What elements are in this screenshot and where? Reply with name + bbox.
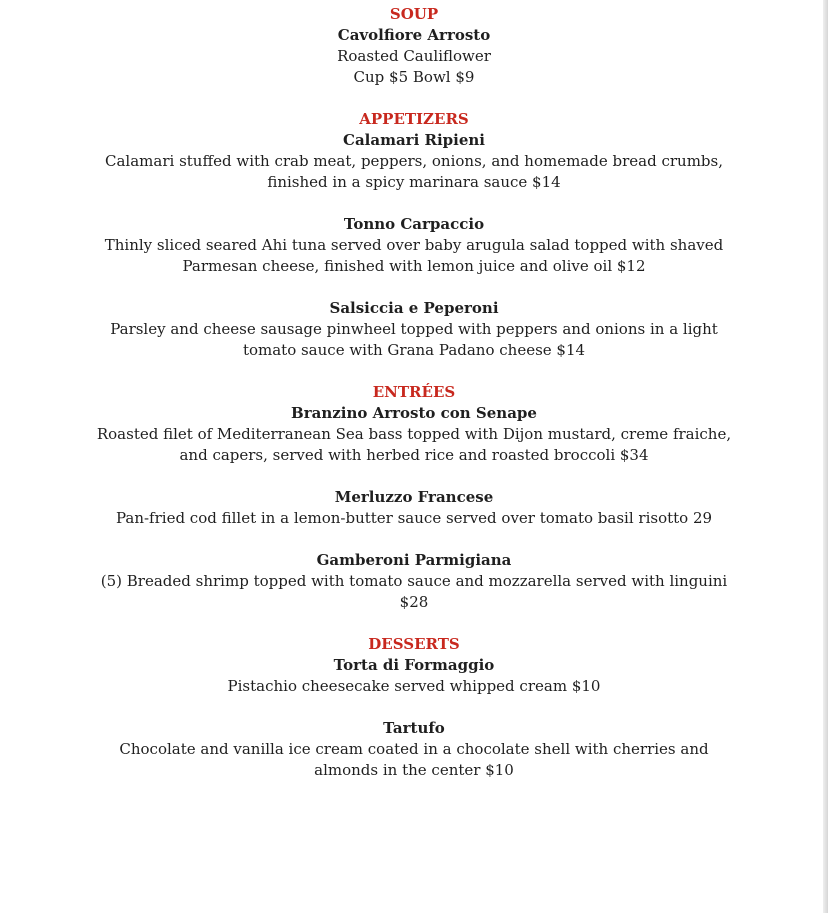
menu-item xyxy=(0,550,828,613)
item-description: Pistachio cheesecake served whipped cream $10 xyxy=(227,677,601,695)
item-name: Tartufo xyxy=(383,719,445,737)
item-description: (5) Breaded shrimp topped with tomato sauce and mozzarella served with linguini $28 xyxy=(100,572,728,611)
menu-item xyxy=(0,25,828,88)
section-title: SOUP xyxy=(389,5,439,23)
item-name: Torta di Formaggio xyxy=(333,656,495,674)
item-description: Pan-fried cod fillet in a lemon-butter sauce served over tomato basil risotto 29 xyxy=(115,509,713,527)
item-description: Calamari stuffed with crab meat, peppers, onions, and homemade bread crumbs, finished in a spicy marinara sauce $14 xyxy=(105,152,723,191)
section-title: DESSERTS xyxy=(368,635,460,653)
item-name: Salsiccia e Peperoni xyxy=(329,299,499,317)
menu xyxy=(0,4,828,781)
item-description: Chocolate and vanilla ice cream coated in a chocolate shell with cherries and almonds in the center $10 xyxy=(119,740,709,779)
menu-item xyxy=(0,298,828,361)
section-desserts xyxy=(0,634,828,781)
menu-item xyxy=(0,487,828,529)
item-description: Parsley and cheese sausage pinwheel topped with peppers and onions in a light tomato sauce with Grana Padano cheese $14 xyxy=(110,320,718,359)
item-name: Tonno Carpaccio xyxy=(343,215,485,233)
item-description: Thinly sliced seared Ahi tuna served over baby arugula salad topped with shaved Parmesan cheese, finished with lemon juice and olive oil $12 xyxy=(104,236,724,275)
item-description: Roasted Cauliflower Cup $5 Bowl $9 xyxy=(337,47,491,86)
item-name: Merluzzo Francese xyxy=(334,488,494,506)
item-name: Gamberoni Parmigiana xyxy=(316,551,512,569)
menu-item xyxy=(0,655,828,697)
section-title: APPETIZERS xyxy=(359,110,469,128)
section-soup xyxy=(0,4,828,88)
menu-item xyxy=(0,214,828,277)
item-name: Branzino Arrosto con Senape xyxy=(291,404,537,422)
section-entrees xyxy=(0,382,828,613)
menu-item xyxy=(0,718,828,781)
menu-item xyxy=(0,130,828,193)
item-description: Roasted filet of Mediterranean Sea bass topped with Dijon mustard, creme fraiche, and capers, served with herbed rice and roasted broccoli $34 xyxy=(96,425,732,464)
item-name: Calamari Ripieni xyxy=(343,131,485,149)
menu-item xyxy=(0,403,828,466)
section-title: ENTRÉES xyxy=(372,383,456,401)
section-appetizers xyxy=(0,109,828,361)
item-name: Cavolfiore Arrosto xyxy=(337,26,491,44)
